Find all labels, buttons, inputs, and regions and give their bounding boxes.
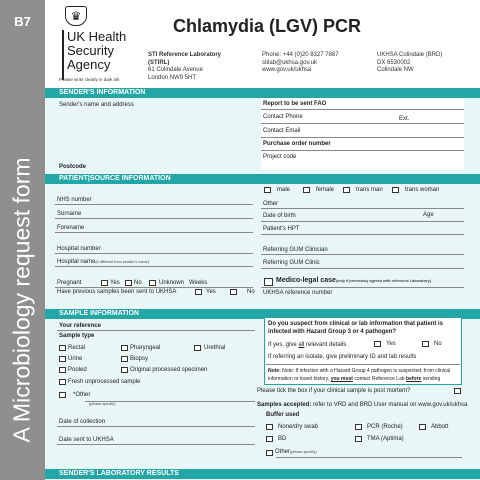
buffer-tma-label: TMA (Aptima)	[367, 436, 404, 442]
pregnant-no-label: No	[134, 280, 142, 286]
age-label[interactable]: Age	[423, 212, 434, 218]
sex-trans-woman-checkbox[interactable]	[392, 187, 399, 193]
pregnant-yes-checkbox[interactable]	[101, 280, 108, 286]
hospital-name-label[interactable]: Hospital name(if different from sender's name)	[57, 259, 149, 265]
forename-label[interactable]: Forename	[57, 225, 85, 231]
sample-rectal-checkbox[interactable]	[59, 345, 66, 351]
ref-clinician-label[interactable]: Referring GUM Clinician	[263, 247, 328, 253]
dob-label[interactable]: Date of birth	[263, 213, 296, 219]
sidebar	[0, 0, 45, 480]
sample-fresh-unprocessed-label: Fresh unprocessed sample	[68, 379, 141, 385]
sender-name-address-label[interactable]: Sender's name and address	[59, 102, 134, 108]
lab-dx-address: UKHSA Colindale (BRD) DX 6530002 Colindale NW	[377, 52, 443, 73]
sample-pharyngeal-label: Pharyngeal	[130, 345, 161, 351]
pregnant-no-checkbox[interactable]	[125, 280, 132, 286]
sample-fresh-unprocessed-checkbox[interactable]	[59, 379, 66, 385]
sample-pooled-checkbox[interactable]	[59, 367, 66, 373]
sample-urine-checkbox[interactable]	[59, 356, 66, 362]
pregnant-unknown-label: Unknown	[159, 280, 185, 286]
nhs-number-label[interactable]: NHS number	[57, 197, 92, 203]
buffer-pcr-roche-label: PCR (Roche)	[367, 424, 403, 430]
logo-bar	[62, 30, 64, 80]
date-collection-label[interactable]: Date of collection	[59, 419, 106, 425]
form-body	[45, 88, 480, 480]
buffer-other-checkbox[interactable]	[266, 450, 273, 456]
report-fao-label[interactable]: Report to be sent FAO	[263, 101, 327, 107]
sex-male-label: male	[277, 187, 291, 193]
sample-rectal-label: Rectal	[68, 345, 86, 351]
ukhsa-ref-label[interactable]: UKHSA reference number	[263, 290, 333, 296]
sex-other-label[interactable]: Other	[263, 201, 279, 207]
pregnant-yes-label: Yes	[110, 280, 120, 286]
sample-urine-label: Urine	[68, 356, 83, 362]
buffer-none-checkbox[interactable]	[266, 424, 273, 430]
hazard-note-line1: Note: Note: If infection with a Hazard Group 4 pathogen is suspected, from clinical	[268, 368, 451, 374]
sex-female-checkbox[interactable]	[303, 187, 310, 193]
medico-legal-checkbox[interactable]	[264, 278, 273, 286]
postcode-label[interactable]: Postcode	[59, 164, 87, 170]
medico-legal-label: Medico-legal case(only if previously agreed with reference Laboratory)	[276, 277, 431, 284]
buffer-other-label: Other(please specify)	[275, 449, 317, 455]
surname-label[interactable]: Surname	[57, 211, 82, 217]
section-senders-information: SENDER'S INFORMATION	[45, 88, 480, 98]
date-sent-label[interactable]: Date sent to UKHSA	[59, 437, 114, 443]
project-code-label[interactable]: Project code	[263, 154, 297, 160]
hazard-note-line2: information or travel history, you must contact Reference Lab before sending	[268, 376, 441, 382]
buffer-tma-checkbox[interactable]	[355, 436, 362, 442]
contact-email-label[interactable]: Contact Email	[263, 128, 301, 134]
sex-female-label: female	[316, 187, 335, 193]
ink-note: Please write clearly in dark ink	[59, 77, 120, 82]
hazard-question-line2: infected with Hazard Group 3 or 4 pathogen?	[268, 329, 397, 335]
section-lab-results: SENDER'S LABORATORY RESULTS	[45, 469, 480, 479]
header	[45, 0, 480, 88]
hazard-no-checkbox[interactable]	[422, 341, 429, 347]
lab-contact: Phone: +44 (0)20 8327 7887 stilab@ukhsa.gov.uk www.gov.uk/ukhsa	[262, 52, 339, 73]
buffer-none-label: None/dry swab	[278, 424, 319, 430]
sample-other-label: *Other	[73, 392, 91, 398]
sex-male-checkbox[interactable]	[264, 187, 271, 193]
hazard-yes-checkbox[interactable]	[374, 341, 381, 347]
contact-phone-label[interactable]: Contact Phone	[263, 114, 303, 120]
post-mortem-label: Please tick the box if your clinical sample is post mortem?	[257, 388, 411, 394]
sample-biopsy-checkbox[interactable]	[121, 356, 128, 362]
sample-urethral-label: Urethral	[204, 345, 226, 351]
lab-address: STI Reference Laboratory (STIRL) 61 Colindale Avenue London NW9 5HT	[148, 52, 222, 81]
hazard-group-panel	[264, 317, 462, 385]
buffer-used-label: Buffer used	[266, 412, 300, 418]
form-vertical-title: A Microbiology request form	[8, 157, 35, 443]
prev-samples-yes-label: Yes	[206, 289, 216, 295]
royal-crest-icon: ♛	[65, 6, 87, 26]
isolate-label[interactable]: If referring an isolate, give preliminary ID and lab results	[268, 354, 417, 360]
section-sample-information: SAMPLE INFORMATION	[45, 309, 480, 319]
pregnant-label: Pregnant	[57, 280, 82, 286]
sample-biopsy-label: Biopsy	[130, 356, 149, 362]
sex-trans-man-checkbox[interactable]	[343, 187, 350, 193]
sex-trans-man-label: trans man	[356, 187, 383, 193]
sample-type-label: Sample type	[59, 333, 95, 339]
sample-other-checkbox[interactable]	[59, 392, 66, 398]
hazard-details-label[interactable]: If yes, give all relevant details	[268, 342, 347, 348]
sample-pooled-label: Pooled	[68, 367, 87, 373]
prev-samples-label: Have previous samples been sent to UKHSA	[57, 289, 177, 295]
hazard-question-line1: Do you suspect from clinical or lab information that patient is	[268, 321, 444, 327]
hazard-no-label: No	[434, 341, 442, 347]
sample-other-specify: (please specify)	[89, 402, 116, 406]
weeks-label[interactable]: Weeks	[189, 280, 208, 286]
form-title: Chlamydia (LGV) PCR	[173, 16, 362, 36]
patient-hpt-label[interactable]: Patient's HPT	[263, 226, 300, 232]
ukhsa-logo	[59, 6, 139, 72]
logo-text: UK Health Security Agency	[67, 29, 127, 72]
po-number-label[interactable]: Purchase order number	[263, 141, 331, 147]
post-mortem-checkbox[interactable]	[454, 388, 461, 394]
sample-pharyngeal-checkbox[interactable]	[121, 345, 128, 351]
hospital-number-label[interactable]: Hospital number	[57, 246, 101, 252]
sex-trans-woman-label: trans woman	[405, 187, 440, 193]
prev-samples-no-label: No	[247, 289, 255, 295]
form-code: B7	[14, 14, 31, 29]
ref-clinic-label[interactable]: Referring GUM Clinic	[263, 260, 320, 266]
sample-urethral-checkbox[interactable]	[194, 345, 201, 351]
prev-samples-yes-checkbox[interactable]	[195, 289, 202, 295]
your-reference-label[interactable]: Your reference	[59, 323, 101, 329]
sample-original-processed-checkbox[interactable]	[121, 367, 128, 373]
prev-samples-no-checkbox[interactable]	[230, 289, 237, 295]
samples-accepted-text: Samples accepted: refer to VRD and BRD User manual on www.gov.uk/ukhsa	[257, 402, 468, 408]
buffer-bd-label: BD	[278, 436, 287, 442]
buffer-abbott-checkbox[interactable]	[419, 424, 426, 430]
sample-original-processed-label: Original processed specimen	[130, 367, 208, 373]
ext-label[interactable]: Ext.	[399, 116, 410, 122]
buffer-abbott-label: Abbott	[431, 424, 449, 430]
hazard-yes-label: Yes	[386, 341, 396, 347]
buffer-pcr-roche-checkbox[interactable]	[355, 424, 362, 430]
buffer-bd-checkbox[interactable]	[266, 436, 273, 442]
pregnant-unknown-checkbox[interactable]	[149, 280, 156, 286]
section-patient-information: PATIENT|SOURCE INFORMATION	[45, 174, 480, 184]
